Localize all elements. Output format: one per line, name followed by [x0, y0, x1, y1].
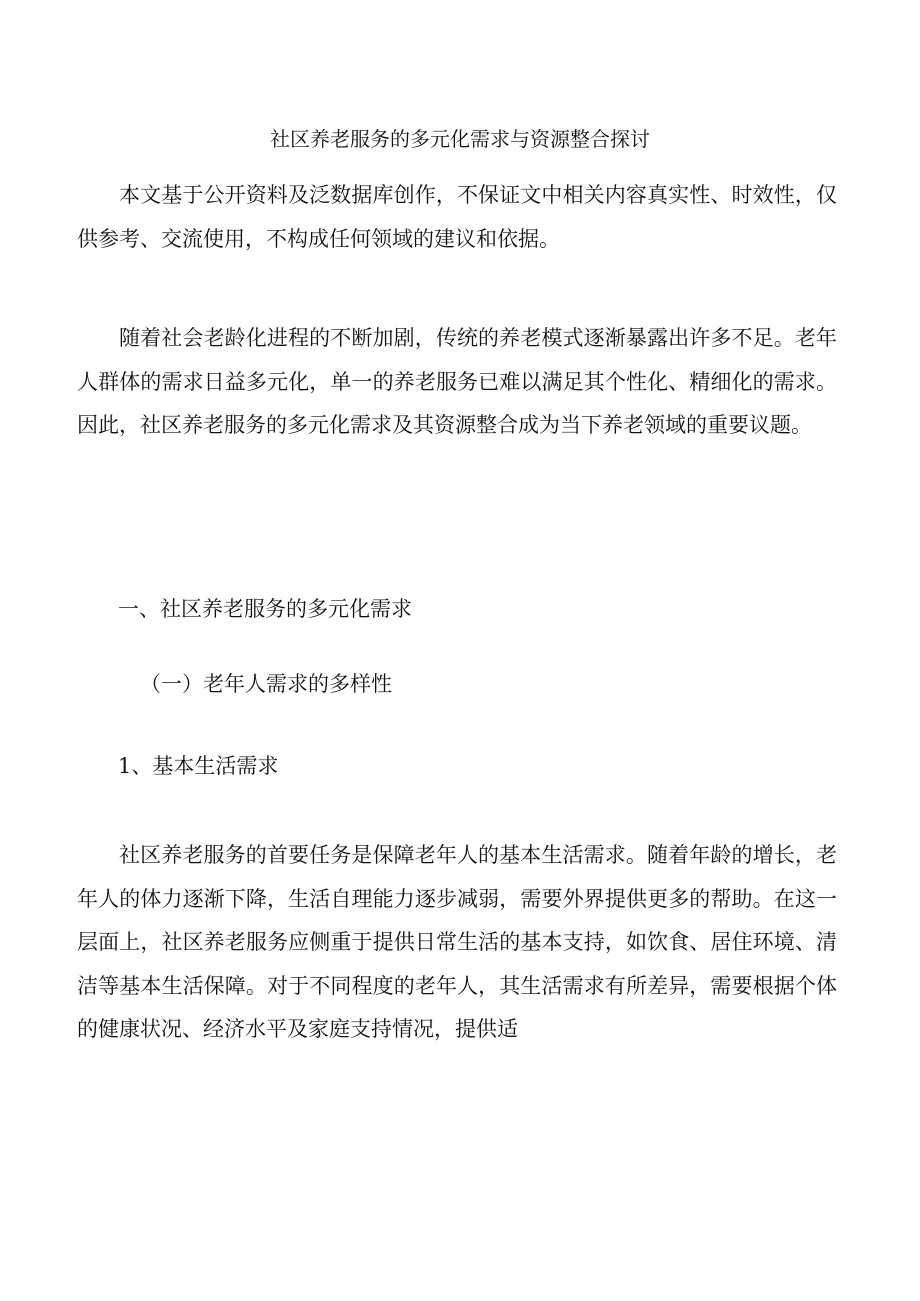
subsection-heading: （一）老年人需求的多样性 — [140, 672, 392, 696]
section-heading: 一、社区养老服务的多元化需求 — [118, 597, 412, 621]
body-paragraph: 社区养老服务的首要任务是保障老年人的基本生活需求。随着年龄的增长，老年人的体力逐渐下降，生活自理能力逐步减弱，需要外界提供更多的帮助。在这一层面上，社区养老服务应侧重于提供日常生活的基本支持，如饮食、居住环境、清洁等基本生活保障。对于不同程度的老年人，其生活需求有所差异，需要根据个体的健康状况、经济水平及家庭支持情况，提供适 — [77, 843, 837, 1041]
document-title: 社区养老服务的多元化需求与资源整合探讨 — [270, 127, 650, 151]
disclaimer-paragraph: 本文基于公开资料及泛数据库创作，不保证文中相关内容真实性、时效性，仅供参考、交流使用，不构成任何领域的建议和依据。 — [77, 183, 837, 251]
item-heading: 1、基本生活需求 — [118, 754, 279, 778]
intro-paragraph: 随着社会老龄化进程的不断加剧，传统的养老模式逐渐暴露出许多不足。老年人群体的需求日益多元化，单一的养老服务已难以满足其个性化、精细化的需求。因此，社区养老服务的多元化需求及其资源整合成为当下养老领域的重要议题。 — [77, 326, 837, 437]
